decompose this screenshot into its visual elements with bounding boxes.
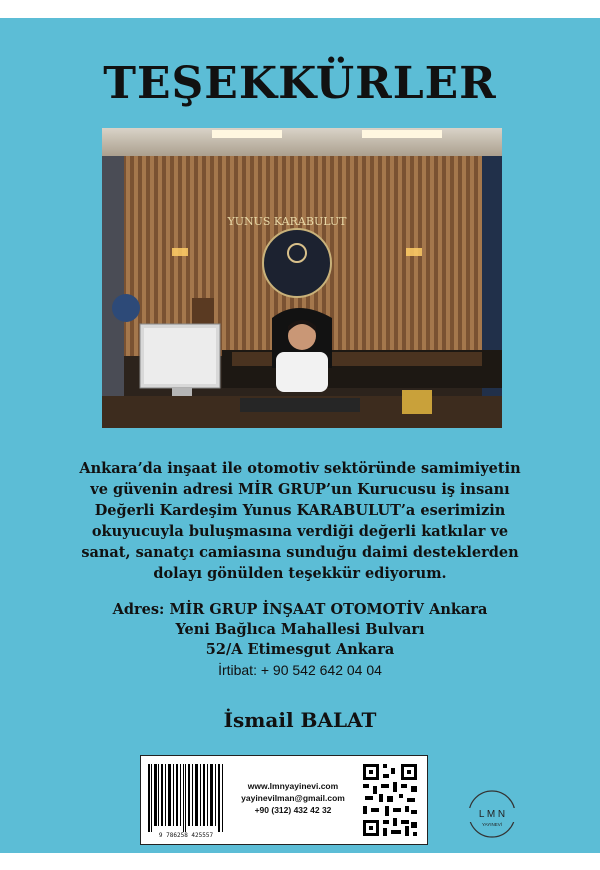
body-line: Değerli Kardeşim Yunus KARABULUT’a eserimizin bbox=[94, 502, 506, 519]
body-line: Ankara’da inşaat ile otomotiv sektöründe samimiyetin bbox=[79, 460, 521, 477]
page-title: TEŞEKKÜRLER bbox=[103, 58, 497, 109]
body-line: okuyucuyla buluşmasına verdiği değerli katkılar ve bbox=[91, 523, 509, 540]
contact-phone: İrtibat: + 90 542 642 04 04 bbox=[218, 662, 382, 678]
address-line-1: Adres: MİR GRUP İNŞAAT OTOMOTİV Ankara bbox=[112, 601, 488, 618]
logo-letters: L M N bbox=[478, 809, 506, 820]
body-line: dolayı gönülden teşekkür ediyorum. bbox=[153, 565, 447, 582]
publisher-logo-icon bbox=[466, 788, 518, 840]
book-back-cover bbox=[0, 18, 600, 853]
address-line-2: Yeni Bağlıca Mahallesi Bulvarı bbox=[175, 621, 425, 638]
office-photo bbox=[102, 128, 502, 428]
barcode-number: 9 786258 425557 bbox=[158, 832, 214, 839]
wall-sign-text: YUNUS KARABULUT bbox=[227, 215, 347, 228]
thanks-paragraph bbox=[60, 458, 540, 584]
website-link[interactable]: www.lmnyayinevi.com bbox=[247, 781, 339, 791]
address-line-3: 52/A Etimesgut Ankara bbox=[205, 641, 395, 658]
office-photo-image bbox=[102, 128, 502, 428]
logo-subtitle: YAYINEVİ bbox=[481, 822, 503, 827]
publisher-phone: +90 (312) 432 42 32 bbox=[254, 805, 332, 815]
body-line: ve güvenin adresi MİR GRUP’un Kurucusu iş insanı bbox=[90, 481, 510, 498]
email-link[interactable]: yayinevilman@gmail.com bbox=[241, 793, 345, 803]
body-line: sanat, sanatçı camiasına sunduğu daimi desteklerden bbox=[81, 544, 519, 561]
qr-code-icon bbox=[361, 762, 419, 838]
author-name: İsmail BALAT bbox=[223, 708, 377, 732]
publisher-contact bbox=[233, 780, 353, 816]
publisher-info-box bbox=[140, 755, 428, 845]
address-block bbox=[60, 600, 540, 680]
barcode-icon bbox=[147, 762, 225, 832]
